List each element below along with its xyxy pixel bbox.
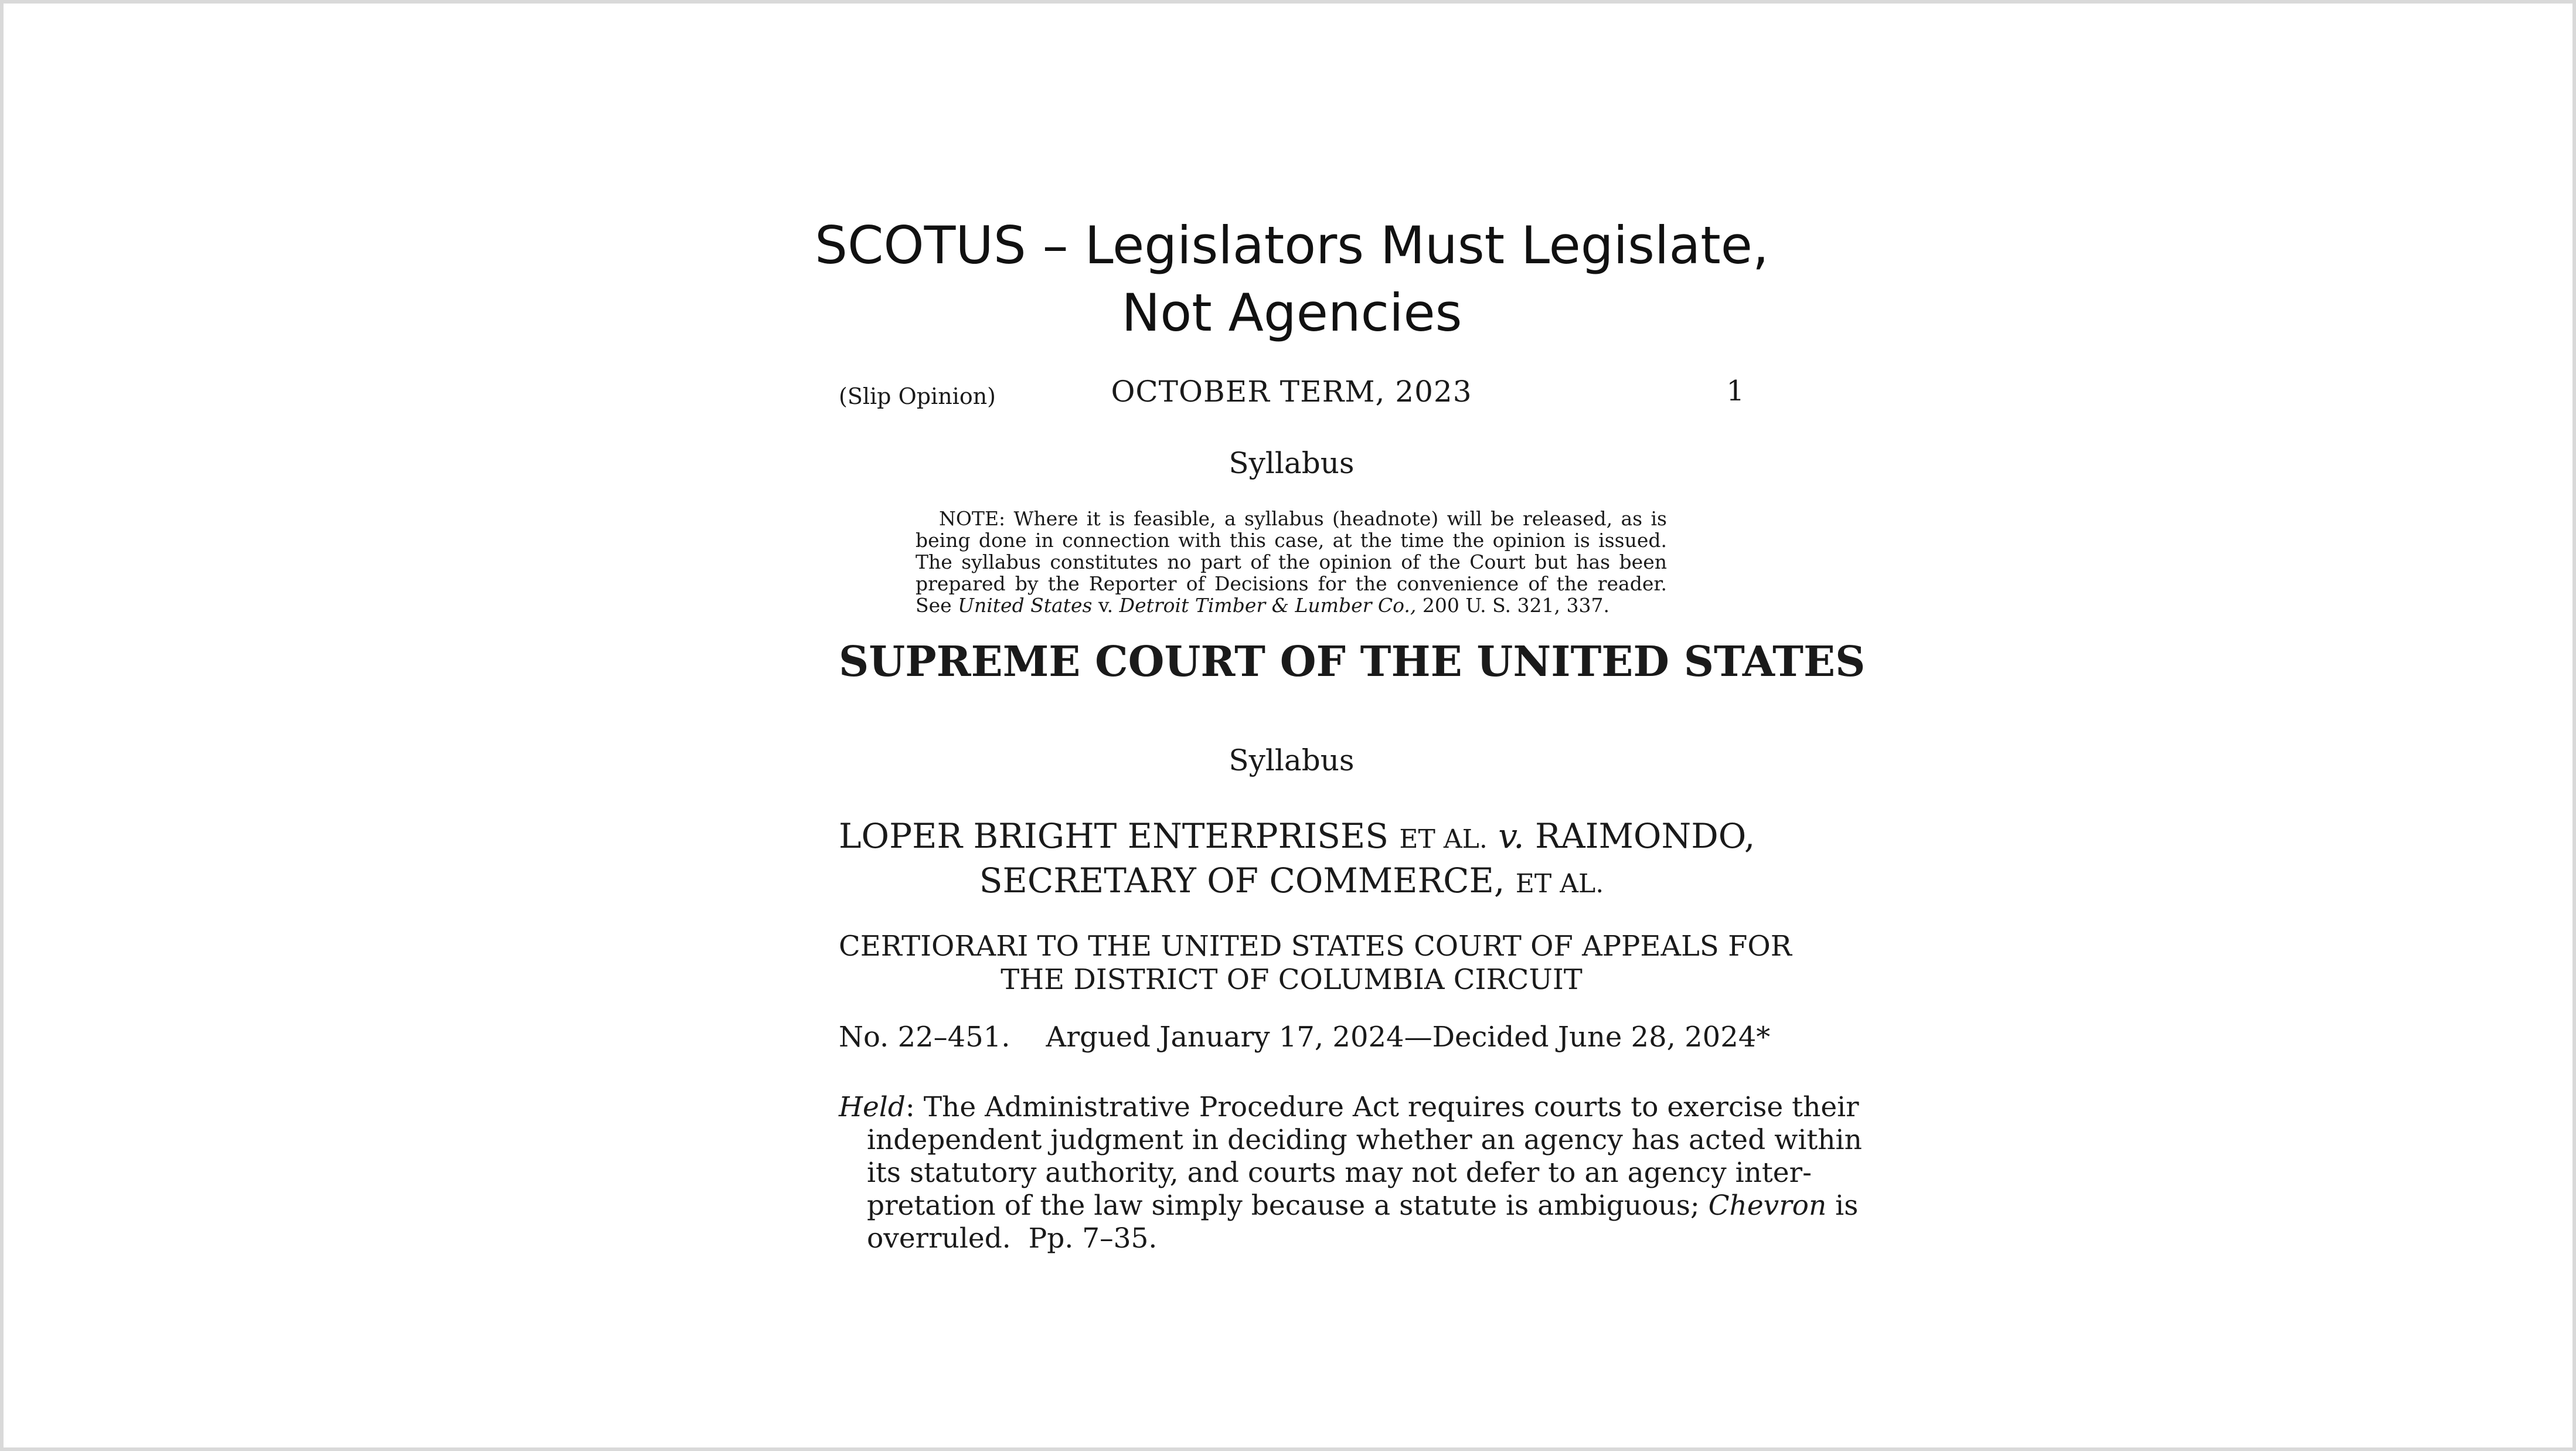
et-al-1: ET AL. xyxy=(1399,824,1488,854)
held-line-2: independent judgment in deciding whether an agency has acted within xyxy=(867,1124,1862,1156)
et-al-2: ET AL. xyxy=(1515,869,1604,899)
certiorari-heading xyxy=(839,930,1792,997)
note-line: The syllabus constitutes no part of the opinion of the Court but has been xyxy=(916,551,1667,573)
note-versus: v. xyxy=(1092,594,1119,617)
held-text: is xyxy=(1826,1190,1859,1222)
held-line-1 xyxy=(839,1091,1859,1124)
note-see: See xyxy=(916,594,958,617)
slip-opinion-label: (Slip Opinion) xyxy=(839,383,996,409)
held-line-3: its statutory authority, and courts may not defer to an agency inter- xyxy=(867,1157,1812,1189)
term-heading: OCTOBER TERM, 2023 xyxy=(1111,375,1472,409)
case-caption-line-2 xyxy=(839,860,1744,905)
held-line-5: overruled. Pp. 7–35. xyxy=(867,1222,1158,1255)
note-citation-line xyxy=(916,594,1667,616)
held-text: : The Administrative Procedure Act requires courts to exercise their xyxy=(905,1091,1859,1123)
docket-line: No. 22–451. Argued January 17, 2024—Decided June 28, 2024* xyxy=(839,1021,1771,1054)
held-label: Held xyxy=(839,1091,906,1123)
headnote-note xyxy=(916,508,1667,616)
certiorari-line-1: CERTIORARI TO THE UNITED STATES COURT OF APPEALS FOR xyxy=(839,930,1792,963)
note-citation: 200 U. S. 321, 337. xyxy=(1416,594,1609,617)
note-case-party-2: Detroit Timber & Lumber Co., xyxy=(1119,594,1417,617)
slide xyxy=(4,4,2572,1447)
petitioner-name: LOPER BRIGHT ENTERPRISES xyxy=(839,816,1400,856)
page-number: 1 xyxy=(1726,375,1744,407)
case-caption xyxy=(839,815,1755,905)
note-line: NOTE: Where it is feasible, a syllabus (headnote) will be released, as is xyxy=(939,507,1667,530)
held-line-4 xyxy=(839,1190,1859,1222)
note-case-party-1: United States xyxy=(958,594,1093,617)
slide-title-line-1: SCOTUS – Legislators Must Legislate, xyxy=(815,215,1769,276)
court-name: SUPREME COURT OF THE UNITED STATES xyxy=(839,637,1866,686)
note-line: being done in connection with this case, at the time the opinion is issued. xyxy=(916,529,1667,552)
syllabus-label: Syllabus xyxy=(1229,743,1355,777)
case-caption-line-1 xyxy=(839,815,1755,860)
slide-title-line-2: Not Agencies xyxy=(1121,283,1462,343)
versus: v. xyxy=(1487,816,1524,856)
certiorari-line-2: THE DISTRICT OF COLUMBIA CIRCUIT xyxy=(1001,963,1583,996)
held-text: pretation of the law simply because a statute is ambiguous; xyxy=(867,1190,1709,1222)
respondent-title: SECRETARY OF COMMERCE, xyxy=(979,861,1516,900)
slide-title xyxy=(590,212,1994,346)
respondent-name: RAIMONDO, xyxy=(1524,816,1755,856)
syllabus-label-top: Syllabus xyxy=(1229,446,1355,480)
held-paragraph xyxy=(839,1091,1862,1255)
chevron-case-name: Chevron xyxy=(1708,1190,1827,1222)
note-line: prepared by the Reporter of Decisions for the convenience of the reader. xyxy=(916,572,1667,595)
